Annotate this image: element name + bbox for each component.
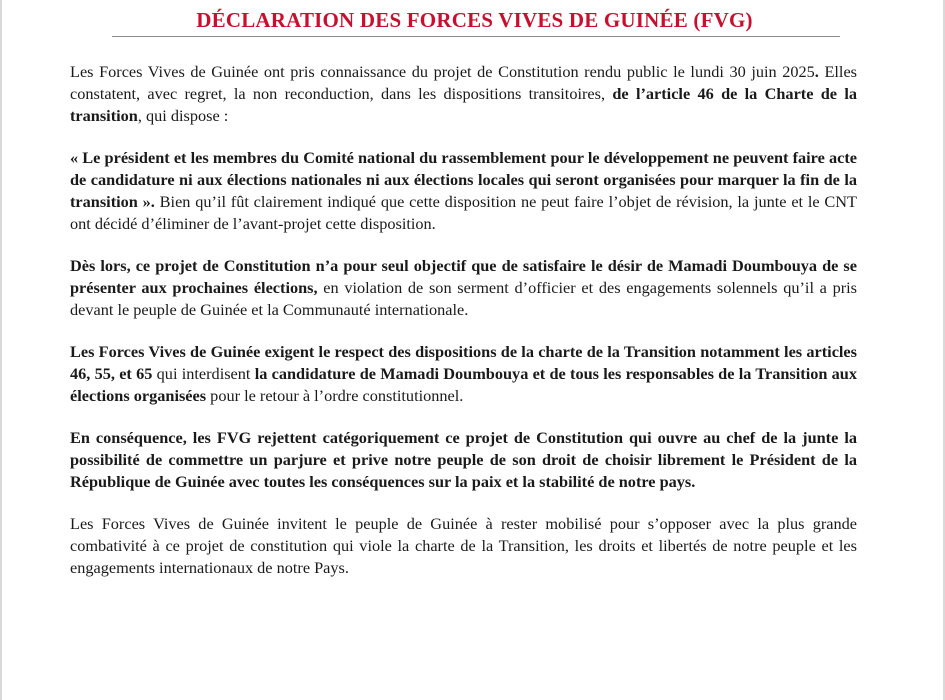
- text-segment: Les Forces Vives de Guinée invitent le peuple de Guinée à rester mobilisé pour s’opposer avec la plus grande combativité à ce projet de constitution qui viole la charte de la Transition, les droits et libertés de notre peuple et les engagements internationaux de notre Pays.: [70, 514, 857, 577]
- paragraph-rejection: [70, 427, 857, 493]
- text-segment-bold: .: [814, 62, 819, 81]
- text-segment: Bien qu’il fût clairement indiqué que cette disposition ne peut faire l’objet de révision, la junte et le CNT ont décidé d’éliminer de l’avant-projet cette disposition.: [70, 192, 857, 233]
- text-segment-bold: Dès lors, ce projet de Constitution n’a pour seul objectif que de satisfaire le désir de Mamadi Doumbouya de se présenter aux prochaines élections,: [70, 256, 857, 297]
- text-segment-bold: Les Forces Vives de Guinée exigent le respect des dispositions de la charte de la Transition notamment les articles 46, 55, et 65: [70, 342, 857, 383]
- text-segment: pour le retour à l’ordre constitutionnel.: [206, 386, 464, 405]
- text-segment: Elles constatent, avec regret, la non reconduction, dans les dispositions transitoires,: [70, 62, 858, 103]
- text-segment: qui interdisent: [152, 364, 255, 383]
- text-segment: en violation de son serment d’officier et des engagements solennels qu’il a pris devant le peuple de Guinée et la Communauté internationale.: [70, 278, 857, 319]
- paragraph-objective: [70, 255, 857, 321]
- declaration-body: [70, 61, 857, 599]
- paragraph-intro: [70, 61, 857, 127]
- paragraph-call-to-action: [70, 513, 857, 579]
- title-divider: [112, 36, 840, 37]
- text-segment-bold: En conséquence, les FVG rejettent catégoriquement ce projet de Constitution qui ouvre au chef de la junte la possibilité de commettre un parjure et prive notre peuple de son droit de choisir librement le Président de la République de Guinée avec toutes les conséquences sur la paix et la stabilité de notre pays.: [70, 428, 857, 491]
- text-segment-bold: « Le président et les membres du Comité national du rassemblement pour le développement ne peuvent faire acte de candidature ni aux élections nationales ni aux élections locales qui seront organisées pour marquer la fin de la transition ».: [70, 148, 857, 211]
- text-segment-bold: de l’article 46 de la Charte de la transition: [70, 84, 858, 125]
- text-segment: Les Forces Vives de Guinée ont pris connaissance du projet de Constitution rendu public le lundi 30 juin 2025: [70, 62, 815, 81]
- text-segment-bold: la candidature de Mamadi Doumbouya et de tous les responsables de la Transition aux élections organisées: [70, 364, 858, 405]
- paragraph-demands: [70, 341, 857, 407]
- paragraph-quote: [70, 147, 857, 235]
- declaration-title: DÉCLARATION DES FORCES VIVES DE GUINÉE (FVG): [196, 8, 753, 32]
- text-segment: , qui dispose :: [137, 106, 229, 125]
